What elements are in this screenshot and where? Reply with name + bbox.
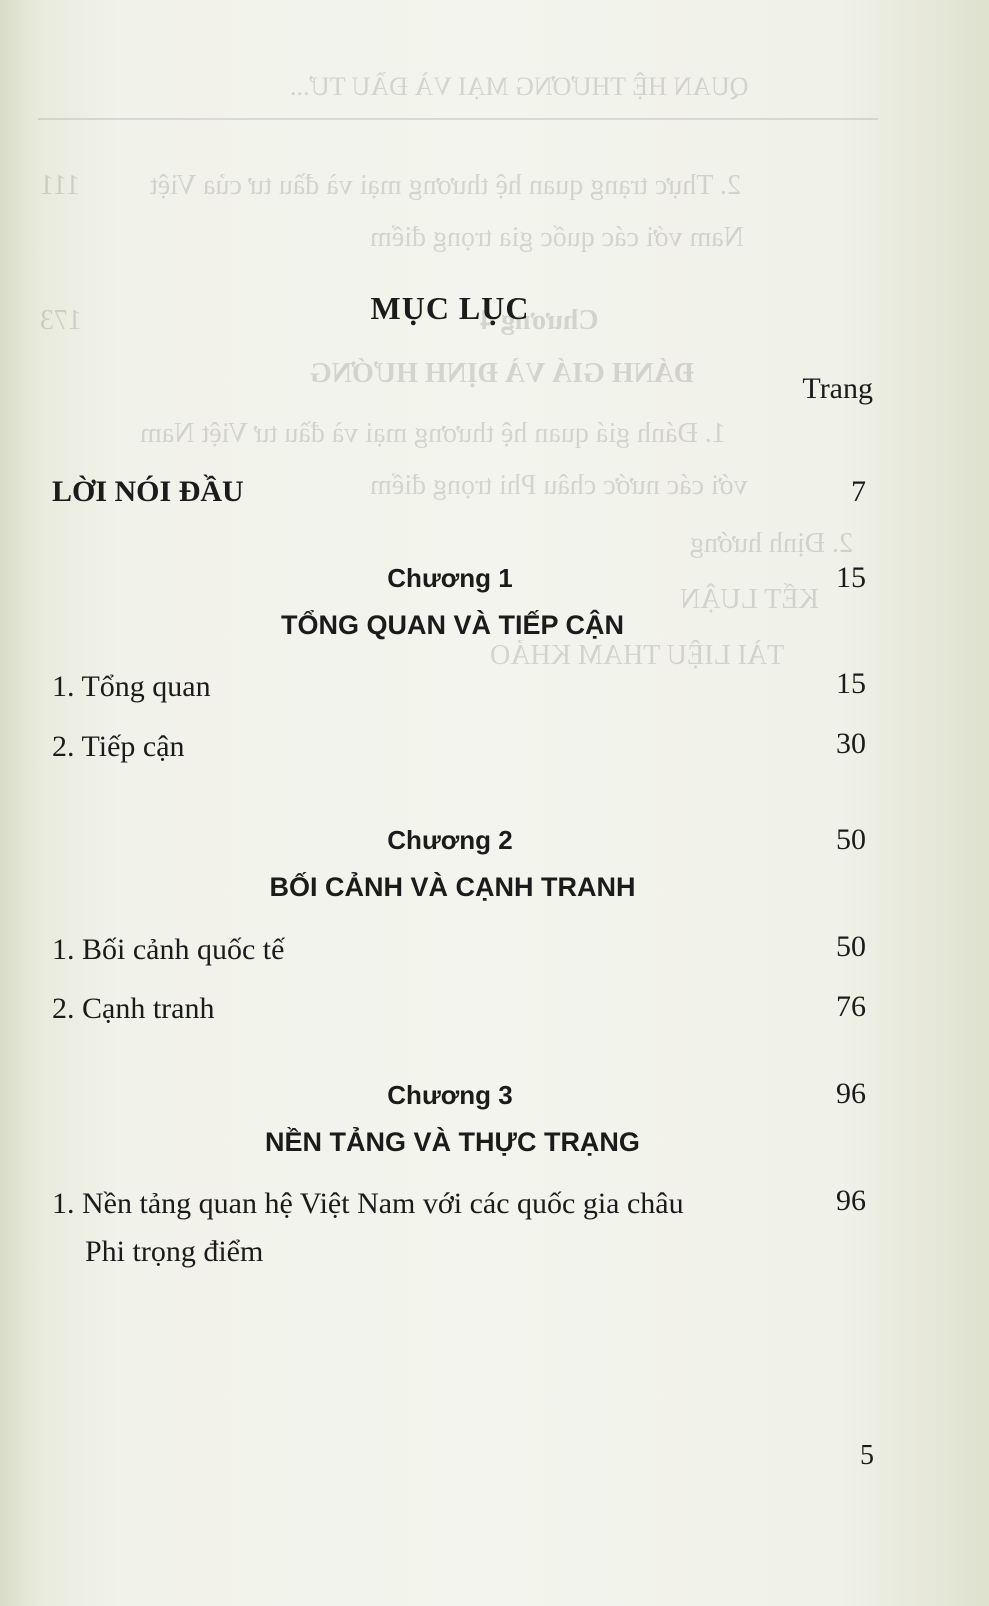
page-column-label: Trang [802, 372, 873, 405]
toc-page-number: 50 [836, 823, 866, 856]
toc-page-number: 15 [836, 561, 866, 594]
show-through-page: 173 [40, 305, 82, 336]
toc-entry: 2. Tiếp cận [52, 730, 185, 763]
show-through-line: KẾT LUẬN [680, 584, 819, 615]
chapter-label: Chương 2 [387, 825, 513, 855]
chapter-label: Chương 1 [387, 563, 513, 593]
chapter-title: NỀN TẢNG VÀ THỰC TRẠNG [265, 1127, 640, 1157]
show-through-chapter: Chương 4 [480, 305, 599, 336]
toc-entry-continuation: Phi trọng điểm [85, 1235, 264, 1268]
toc-entry: 1. Tổng quan [52, 670, 211, 703]
show-through-line: 2. Thực trạng quan hệ thương mại và đầu tư của Việt [150, 170, 742, 201]
toc-entry: 1. Bối cảnh quốc tế [52, 933, 285, 966]
toc-page-number: 50 [836, 930, 866, 963]
show-through-line: TÀI LIỆU THAM KHẢO [490, 640, 785, 671]
chapter-label: Chương 3 [387, 1080, 513, 1110]
chapter-title: TỔNG QUAN VÀ TIẾP CẬN [280, 610, 625, 640]
chapter-title: BỐI CẢNH VÀ CẠNH TRANH [269, 872, 636, 902]
toc-page-number: 76 [836, 990, 866, 1023]
page-number: 5 [860, 1440, 874, 1471]
show-through-line: với các nước châu Phi trọng điểm [370, 470, 748, 501]
toc-page-number: 30 [836, 727, 866, 760]
show-through-rule [38, 118, 878, 120]
show-through-line: 1. Đánh giá quan hệ thương mại và đầu tư Việt Nam [140, 418, 726, 449]
toc-page-number: 15 [836, 667, 866, 700]
show-through-chapter-title: ĐÁNH GIÁ VÀ ĐỊNH HƯỚNG [310, 358, 695, 389]
show-through-line: Nam với các quốc gia trọng điểm [370, 222, 745, 253]
toc-entry-preface: LỜI NÓI ĐẦU [52, 475, 244, 508]
show-through-line: 2. Định hướng [690, 528, 853, 559]
page-title: MỤC LỤC [370, 290, 530, 326]
toc-entry: 2. Cạnh tranh [52, 992, 215, 1025]
toc-page-number: 7 [851, 475, 866, 508]
show-through-page: 111 [40, 170, 80, 201]
toc-entry: 1. Nền tảng quan hệ Việt Nam với các quốc gia châu [52, 1187, 684, 1220]
toc-page-number: 96 [836, 1077, 866, 1110]
toc-page-number: 96 [836, 1184, 866, 1217]
show-through-running-head: QUAN HỆ THƯƠNG MẠI VÀ ĐẦU TƯ... [290, 72, 749, 101]
